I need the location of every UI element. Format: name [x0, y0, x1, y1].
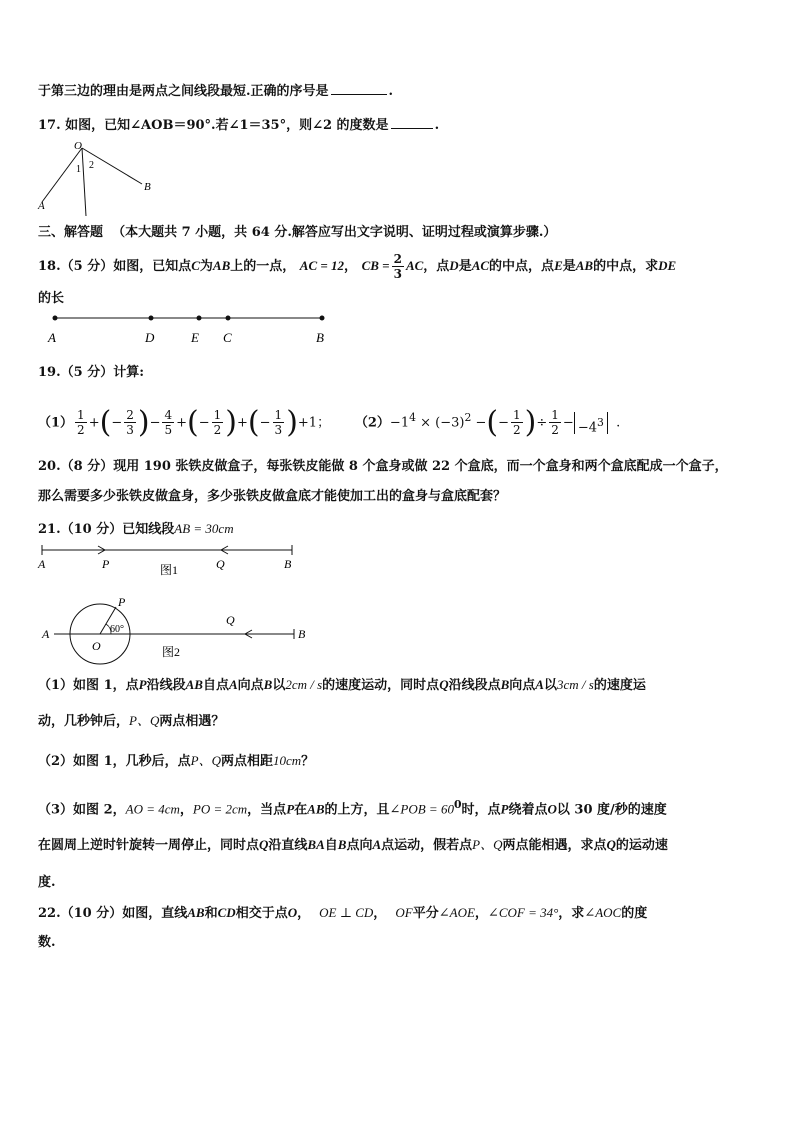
q18-de: DE — [658, 258, 677, 273]
q21-sub3-line2-g: 的运动速 — [615, 838, 668, 853]
q21-p-2: P — [286, 801, 295, 817]
q19-number: 19. — [38, 365, 61, 380]
q22-ab: AB — [187, 905, 205, 920]
label-angle-60: 60° — [110, 624, 124, 635]
q19-text: 计算: — [113, 365, 145, 380]
q22-t6: 平分 — [412, 906, 439, 921]
point-e — [197, 316, 202, 321]
section-3-title: 三、解答题 — [38, 225, 104, 240]
q21-q-3: Q — [606, 837, 616, 852]
q18-frac-num: 2 — [393, 252, 402, 266]
q21-sub2-b: 两点相距 — [220, 754, 273, 769]
q21-sub3-line2-d: 点向 — [346, 838, 373, 853]
answer-blank-17[interactable] — [391, 116, 433, 129]
answer-blank-16[interactable] — [331, 82, 387, 95]
q22-cof: ∠COF = 34° — [487, 905, 559, 920]
q21-b-3: B — [337, 837, 347, 852]
label-a: A — [38, 200, 45, 212]
q21-sub1-i: 以 — [543, 678, 557, 693]
q21-pob: ∠POB = 60 — [389, 801, 454, 817]
q18-number: 18. — [38, 259, 61, 274]
label-d: D — [145, 330, 155, 345]
caption: 图1 — [160, 563, 179, 577]
q21-p-3: P — [500, 801, 509, 817]
q19-p2-end: . — [616, 415, 621, 431]
q21-ab: AB — [185, 677, 203, 692]
num: 2 — [126, 408, 134, 423]
q19-score: （5 分） — [60, 365, 114, 380]
den: 2 — [551, 423, 559, 438]
q19-p2-a: −1 — [389, 415, 410, 431]
q18-text-6: 的中点，点 — [489, 259, 555, 274]
q21-sub2-a: （2）如图 1，几秒后，点 — [38, 754, 191, 769]
ray-oa — [42, 148, 82, 202]
question-18-line2 — [38, 290, 64, 308]
q18-text-5: 是 — [458, 259, 472, 274]
section-3-heading — [38, 224, 556, 242]
q18-c: C — [191, 258, 200, 273]
question-19-expressions — [38, 398, 620, 443]
q19-p1-tail: +1； — [297, 415, 331, 431]
label-q: Q — [226, 613, 235, 627]
num: 1 — [274, 408, 283, 423]
q19-p1-frac2 — [124, 408, 136, 437]
q18-score: （5 分） — [60, 259, 114, 274]
point-d — [149, 316, 154, 321]
question-20-line2 — [38, 488, 506, 506]
op: + — [237, 415, 248, 431]
q22-cd: CD — [217, 905, 236, 920]
label-b: B — [316, 330, 324, 345]
den: 2 — [213, 423, 222, 438]
q22-score: （10 分） — [60, 906, 123, 921]
q21-sub3-line3: 度. — [38, 875, 56, 890]
q22-number: 22. — [38, 906, 61, 921]
q21-q: Q — [439, 677, 449, 692]
q18-ac: AC — [405, 258, 424, 273]
q21-sub1-h: 向点 — [509, 678, 536, 693]
q21-sub3-b: ，当点 — [247, 802, 287, 818]
q21-sub3-a: （3）如图 2， — [38, 802, 126, 818]
label-p: P — [118, 595, 126, 609]
q21-d10: 10cm — [272, 753, 302, 768]
q21-sub1-c: 自点 — [202, 678, 229, 693]
q19-p2-frac2 — [549, 408, 561, 437]
q21-sub1-line2 — [38, 712, 224, 731]
q22-t3: 相交于点 — [235, 906, 288, 921]
q18-text-1: 如图，已知点 — [113, 259, 192, 274]
q18-frac-den: 3 — [393, 267, 402, 281]
op: + — [176, 415, 188, 431]
op: − — [562, 415, 574, 431]
q21-ba: BA — [307, 837, 325, 852]
q21-text: 已知线段 — [122, 522, 175, 537]
q21-b-2: B — [500, 677, 510, 692]
q20-number: 20. — [38, 459, 61, 474]
q18-line2: 的长 — [38, 291, 65, 306]
rparen: ) — [137, 404, 150, 440]
q18-cb: CB = — [361, 258, 390, 273]
q21-po: PO = 2cm — [192, 801, 248, 817]
question-19 — [38, 364, 144, 382]
label-p: P — [102, 557, 110, 571]
q21-ab-eq: AB = 30cm — [174, 521, 234, 536]
q22-t8: ，求 — [558, 906, 585, 921]
label-o: O — [92, 639, 101, 653]
q17-number: 17. — [38, 118, 61, 133]
carryover-end: . — [388, 84, 394, 99]
label-b: B — [284, 557, 292, 571]
q22-t7: ， — [474, 906, 488, 921]
label-a: A — [42, 627, 50, 641]
q21-ao: AO = 4cm — [125, 801, 180, 817]
q22-o: O — [287, 905, 298, 920]
q21-v2: 3cm / s — [556, 677, 594, 692]
q21-number: 21. — [38, 522, 61, 537]
q18-ac-2: AC — [471, 258, 490, 273]
q19-p2-abs — [574, 412, 608, 434]
q18-ac-eq: AC = 12 — [299, 258, 345, 273]
q18-text-4: ，点 — [423, 259, 450, 274]
q19-p1-frac1 — [75, 408, 87, 437]
q21-comma: ， — [179, 802, 193, 818]
q21-b: B — [263, 677, 273, 692]
label-angle-1: 1 — [76, 164, 81, 175]
op: − — [198, 415, 210, 431]
q21-sub3 — [38, 796, 667, 819]
figure-18 — [40, 308, 340, 348]
q21-sub1-f: 的速度运动，同时点 — [322, 678, 440, 693]
label-b: B — [298, 627, 306, 641]
q21-v1: 2cm / s — [285, 677, 323, 692]
q22-t5: ， — [373, 906, 387, 921]
question-22 — [38, 904, 647, 923]
q22-oe: OE ⊥ CD — [319, 905, 374, 920]
q22-aoe: ∠AOE — [438, 905, 475, 920]
figure-21-2 — [36, 592, 312, 668]
q18-fraction — [392, 252, 404, 281]
label-a: A — [38, 557, 46, 571]
ray-oc — [82, 148, 86, 216]
rparen: ) — [225, 404, 238, 440]
label-a: A — [48, 330, 56, 345]
q21-a-3: A — [372, 837, 382, 852]
q21-pob-exp: 0 — [453, 798, 462, 811]
num: 4 — [164, 408, 173, 423]
q19-p2-frac1 — [511, 408, 523, 437]
q21-sub1-line2-a: 动，几秒钟后， — [38, 714, 130, 729]
section-3-desc: （本大题共 7 小题，共 64 分.解答应写出文字说明、证明过程或演算步骤.） — [112, 225, 557, 240]
lparen: ( — [187, 404, 199, 440]
question-17 — [38, 116, 439, 135]
label-c: C — [223, 330, 232, 345]
point-c — [226, 316, 231, 321]
q19-p2-times: × (−3) — [415, 415, 465, 431]
q20-line2: 那么需要多少张铁皮做盒身，多少张铁皮做盒底才能使加工出的盒身与盒底配套？ — [38, 489, 507, 504]
den: 2 — [77, 423, 85, 438]
caption: 图2 — [162, 645, 181, 659]
q21-sub1-e: 以 — [272, 678, 286, 693]
op: + — [88, 415, 100, 431]
q21-sub3-line2-b: 沿直线 — [268, 838, 308, 853]
q21-sub3-line2-e: 点运动，假若点 — [381, 838, 473, 853]
q21-sub2 — [38, 752, 314, 771]
q21-q-2: Q — [259, 837, 269, 852]
q21-sub1-line2-b: 两点相遇？ — [159, 714, 225, 729]
q21-sub3-line2 — [38, 836, 668, 855]
q21-sub3-line2-a: 在圆周上逆时针旋转一周停止，同时点 — [38, 838, 260, 853]
q18-text-8: 的中点，求 — [593, 259, 659, 274]
lparen: ( — [247, 404, 260, 440]
question-22-line2 — [38, 934, 56, 952]
point-b — [320, 316, 325, 321]
num: 1 — [551, 408, 559, 423]
q21-p: P — [138, 677, 147, 692]
label-o: O — [74, 140, 82, 152]
op: − — [149, 415, 161, 431]
q18-text-7: 是 — [562, 259, 576, 274]
q19-p1-frac3 — [162, 408, 174, 437]
q20-line1: 现用 190 张铁皮做盒子，每张铁皮能做 8 个盒身或做 22 个盒底，而一个盒身和两个盒底配成一个盒子， — [113, 459, 728, 474]
question-20 — [38, 458, 728, 476]
q18-e: E — [554, 258, 563, 273]
abs-exp: 3 — [596, 415, 604, 429]
den: 3 — [274, 423, 283, 438]
q22-aoc: ∠AOC — [584, 905, 622, 920]
den: 2 — [513, 423, 521, 438]
q19-p2-b-exp: 2 — [464, 411, 472, 424]
q21-sub1-b: 沿线段 — [146, 678, 186, 693]
op: − — [111, 415, 123, 431]
q21-sub1-a: （1）如图 1，点 — [38, 678, 139, 693]
q19-part2-label: （2） — [354, 415, 390, 431]
q21-sub1 — [38, 676, 646, 695]
q21-sub3-g: 以 30 度/秒的速度 — [556, 802, 667, 818]
label-e: E — [191, 330, 199, 345]
den: 5 — [164, 423, 173, 438]
q21-a: A — [228, 677, 238, 692]
q21-sub3-c: 在 — [294, 802, 308, 818]
op: − — [471, 415, 487, 431]
q21-score: （10 分） — [60, 522, 123, 537]
q21-sub3-f: 绕着点 — [508, 802, 548, 818]
figure-17 — [30, 138, 160, 220]
abs-content: −4 — [577, 420, 597, 436]
lparen: ( — [486, 404, 499, 440]
q18-text-3: 上的一点， — [230, 259, 296, 274]
q21-pq: P、Q — [129, 713, 160, 728]
figure-21-1 — [36, 542, 306, 578]
label-b: B — [144, 181, 151, 193]
q22-t9: 的度 — [621, 906, 648, 921]
lparen: ( — [99, 404, 112, 440]
q21-sub3-line2-c: 自 — [324, 838, 338, 853]
q21-pq-3: P、Q — [472, 837, 503, 852]
num: 1 — [77, 408, 85, 423]
label-angle-2: 2 — [89, 160, 94, 171]
question-18: 18.（5 分）如图，已知点C为AB上的一点， AC = 12， CB = $\frac{2}{3}$ AC，点D是AC的中点，点E是AB的中点，求DE — [38, 252, 677, 281]
q19-p2-a-exp: 4 — [409, 411, 416, 424]
q22-of: OF — [395, 905, 413, 920]
q17-end: . — [434, 118, 440, 133]
q22-t2: 和 — [204, 906, 218, 921]
q22-t4: ， — [297, 906, 311, 921]
question-21 — [38, 520, 234, 539]
q18-ab: AB — [212, 258, 231, 273]
label-q: Q — [216, 557, 225, 571]
q19-p1-frac4 — [212, 408, 224, 437]
q21-sub3-line3 — [38, 874, 56, 892]
q21-sub1-d: 向点 — [237, 678, 264, 693]
op: − — [498, 415, 509, 431]
q21-ab-2: AB — [307, 801, 325, 817]
q21-sub3-line2-f: 两点能相遇，求点 — [502, 838, 607, 853]
q21-sub1-g: 沿线段点 — [448, 678, 501, 693]
q19-part1-label: （1） — [38, 415, 74, 431]
q18-ab-2: AB — [575, 258, 594, 273]
den: 3 — [126, 423, 134, 438]
q21-o: O — [547, 801, 557, 817]
q21-sub2-c: ？ — [301, 754, 315, 769]
q19-p1-frac5 — [273, 408, 285, 437]
q21-pq-2: P、Q — [190, 753, 221, 768]
q18-text-2: 为 — [199, 259, 213, 274]
q21-a-2: A — [535, 677, 544, 692]
q21-sub3-e: 时，点 — [461, 802, 501, 818]
point-a — [53, 316, 58, 321]
rparen: ) — [524, 404, 537, 440]
carryover-text: 于第三边的理由是两点之间线段最短.正确的序号是 — [38, 84, 329, 99]
q17-text: 如图，已知∠AOB＝90°.若∠1＝35°，则∠2 的度数是 — [65, 118, 389, 133]
q21-sub1-j: 的速度运 — [593, 678, 646, 693]
q18-d: D — [449, 258, 459, 273]
q20-score: （8 分） — [60, 459, 114, 474]
q21-sub3-d: 的上方，且 — [324, 802, 390, 818]
rparen: ) — [286, 404, 298, 440]
num: 1 — [213, 408, 222, 423]
op: − — [259, 415, 271, 431]
num: 1 — [513, 408, 521, 423]
carryover-line — [38, 82, 393, 101]
op: ÷ — [536, 415, 548, 431]
q22-t1: 如图，直线 — [122, 906, 188, 921]
q22-line2: 数. — [38, 935, 56, 950]
